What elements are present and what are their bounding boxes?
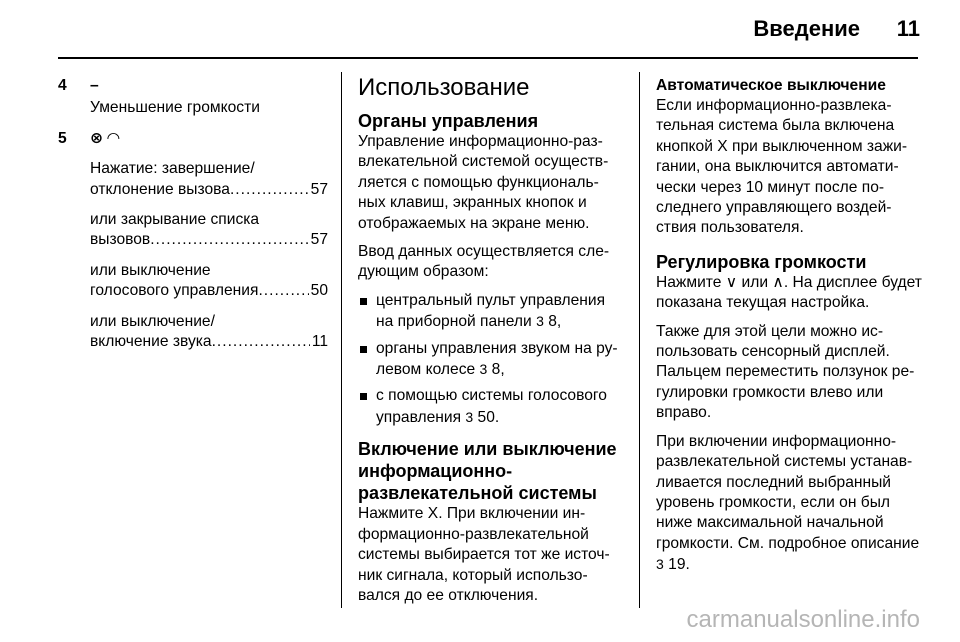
page-header-title: Введение xyxy=(753,16,860,41)
text-span: При включении информационно-развлекательной системы устанавливается последний выбранный уровень громкости, если он был ниже максимальной начальной громкости. См. подробное описание xyxy=(656,432,920,552)
power-icon: X xyxy=(717,137,728,155)
text-span: Если информационно-развлекательная система была включена кнопкой xyxy=(656,97,895,155)
paragraph: Также для этой цели можно использовать сенсорный дисплей. Пальцем переместить ползунок регулировки громкости влево или вправо. xyxy=(656,322,915,422)
leader-dots xyxy=(258,281,308,301)
entry-line: включение звука xyxy=(90,333,212,351)
page-ref-icon: 3 xyxy=(479,361,488,378)
toc-entry xyxy=(90,210,328,251)
entry-line: вызовов xyxy=(90,231,151,249)
subsection-heading: Включение или выключение информационно-развлекательной системы xyxy=(358,439,617,504)
item-number: 5 xyxy=(58,129,67,147)
entry-line: или выключение/ xyxy=(90,312,215,330)
phone-hangup-icon: ⊗ ◠ xyxy=(90,129,120,147)
list-item-text: органы управления звуком на рулевом колесе xyxy=(376,339,618,379)
text-span: Нажмите xyxy=(656,273,722,291)
leader-dots xyxy=(230,180,309,200)
entry-page: 50 xyxy=(310,282,328,300)
paragraph xyxy=(358,504,620,606)
page-ref: 19. xyxy=(668,556,690,574)
item-symbol: – xyxy=(90,77,99,94)
entry-line: или выключение xyxy=(90,261,211,279)
entry-line: или закрывание списка xyxy=(90,211,260,229)
paragraph xyxy=(656,432,922,576)
section-heading: Использование xyxy=(358,74,530,101)
paragraph: Ввод данных осуществляется следующим образом: xyxy=(358,243,610,281)
column-divider-1 xyxy=(341,72,342,608)
item-description: Уменьшение громкости xyxy=(90,99,260,117)
toc-entry xyxy=(90,261,328,302)
subsection-heading: Автоматическое выключение xyxy=(656,77,886,94)
item-number: 4 xyxy=(58,77,67,94)
leader-dots xyxy=(150,230,308,250)
column-3 xyxy=(656,76,922,584)
list-item-text: центральный пульт управления на приборной панели xyxy=(376,291,606,331)
page-ref: 8, xyxy=(491,361,505,379)
paragraph xyxy=(656,96,922,239)
paragraph: Управление информационно-развлекательной системой осуществляется с помощью функциональных клавиш, экранных кнопок и отображаемых на экране меню. xyxy=(358,133,609,232)
subsection-heading: Органы управления xyxy=(358,111,539,131)
toc-entry xyxy=(90,159,328,200)
entry-line: отклонение вызова xyxy=(90,180,230,198)
page-ref-icon: 3 xyxy=(536,313,544,330)
list-item xyxy=(358,339,620,381)
column-divider-2 xyxy=(639,72,640,608)
subsection-heading: Регулировка громкости xyxy=(656,251,867,272)
entry-line: голосового управления xyxy=(90,282,259,300)
watermark: carmanualsonline.info xyxy=(686,606,920,633)
column-2 xyxy=(358,74,620,614)
page-ref-icon: 3 xyxy=(465,408,474,425)
toc-entry xyxy=(90,312,328,353)
chevron-up-icon: ∧ xyxy=(772,273,784,291)
page-ref-icon: 3 xyxy=(656,556,664,573)
entry-page: 57 xyxy=(310,231,328,249)
text-span: Нажмите xyxy=(358,505,424,523)
item-5 xyxy=(58,129,328,353)
item-4 xyxy=(58,76,328,119)
leader-dots xyxy=(212,332,310,352)
chevron-down-icon: ∨ xyxy=(725,273,738,291)
header-rule xyxy=(58,57,918,59)
paragraph xyxy=(656,273,922,314)
text-span: при выключенном зажигании, она выключится автоматически через 10 минут после последнего управляющего воздействия пользователя. xyxy=(656,137,908,237)
text-span: . При включении информационно-развлекательной системы выбирается тот же источник сигнала, который использовался до ее отключения. xyxy=(358,505,610,604)
entry-page: 57 xyxy=(310,180,328,198)
list-item-text: с помощью системы голосового управления xyxy=(376,387,607,426)
list-item xyxy=(358,291,620,333)
page-number: 11 xyxy=(896,16,920,41)
entry-line: Нажатие: завершение/ xyxy=(90,160,255,178)
list-item xyxy=(358,386,620,428)
column-1 xyxy=(58,76,328,362)
entry-page: 11 xyxy=(311,333,328,351)
text-span: или xyxy=(741,273,769,291)
text-span: . На дисплее будет показана текущая настройка. xyxy=(656,273,922,312)
page-ref: 50. xyxy=(477,408,500,426)
power-icon: X xyxy=(427,505,439,523)
page-ref: 8, xyxy=(548,313,562,331)
